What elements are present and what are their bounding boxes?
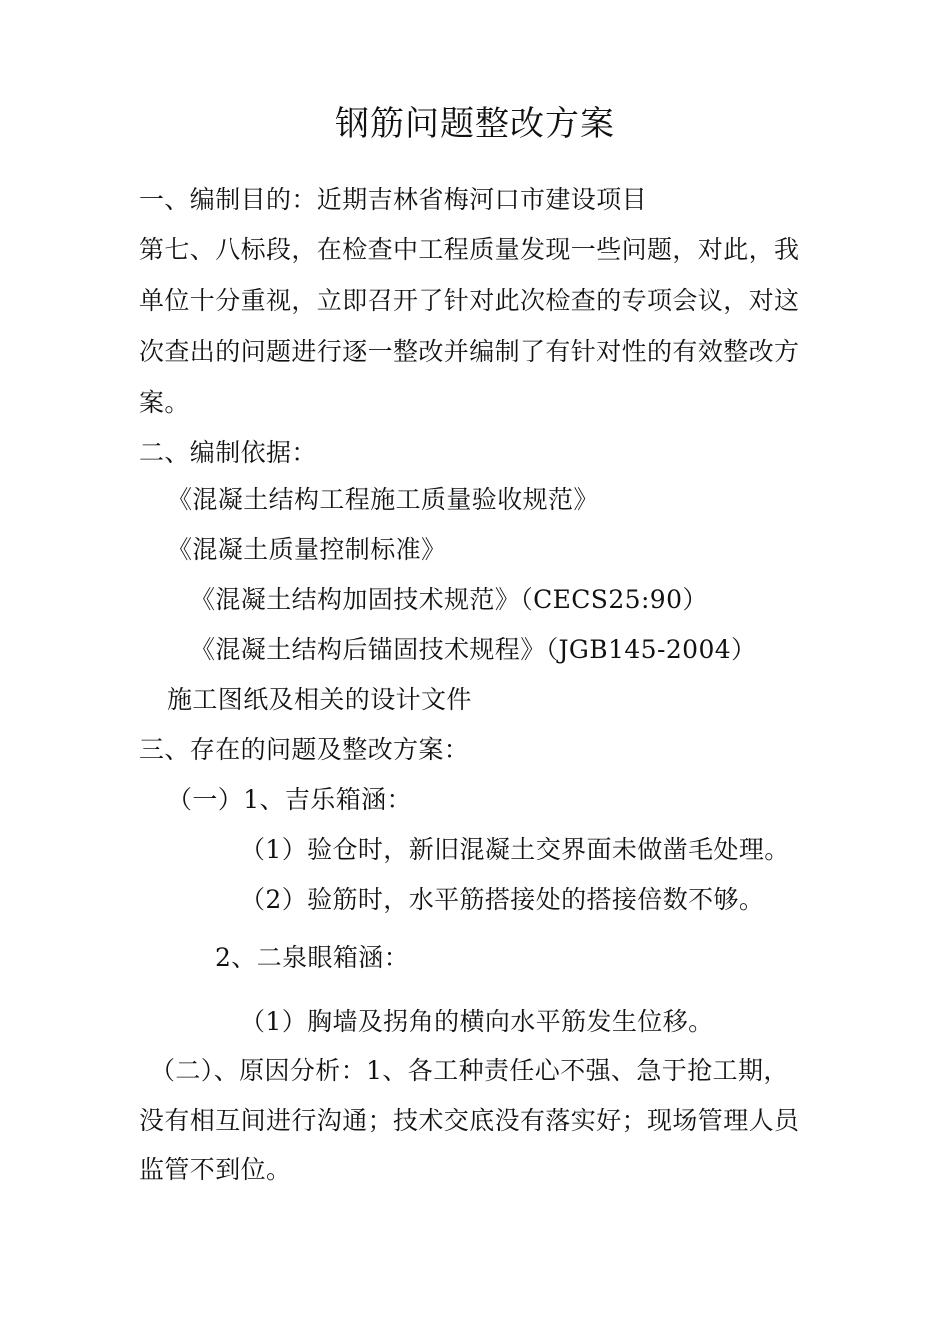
issue-item: （1）胸墙及拐角的横向水平筋发生位移。: [240, 1007, 714, 1036]
issues-heading: 三、存在的问题及整改方案：: [139, 735, 470, 764]
cause-analysis-line: （二）、原因分析：1、各工种责任心不强、急于抢工期，: [150, 1056, 789, 1085]
basis-heading: 二、编制依据：: [139, 438, 317, 467]
issue-subheading: （一）1、吉乐箱涵：: [167, 785, 412, 814]
reference-item: 施工图纸及相关的设计文件: [167, 685, 472, 714]
body-text-line: 第七、八标段，在检查中工程质量发现一些问题，对此，我: [139, 235, 800, 264]
purpose-heading-line: 一、编制目的：近期吉林省梅河口市建设项目: [139, 185, 648, 214]
body-text-line: 监管不到位。: [139, 1155, 292, 1184]
body-text-line: 案。: [139, 388, 190, 417]
reference-item: 《混凝土结构工程施工质量验收规范》: [167, 485, 599, 514]
issue-item: （2）验筋时，水平筋搭接处的搭接倍数不够。: [240, 885, 765, 914]
document-title: 钢筋问题整改方案: [335, 104, 615, 144]
body-text-line: 没有相互间进行沟通；技术交底没有落实好；现场管理人员: [139, 1106, 800, 1135]
body-text-line: 单位十分重视，立即召开了针对此次检查的专项会议，对这: [139, 286, 800, 315]
issue-item: （1）验仓时，新旧混凝土交界面未做凿毛处理。: [240, 835, 790, 864]
body-text-line: 次查出的问题进行逐一整改并编制了有针对性的有效整改方: [139, 337, 800, 366]
issue-subheading: 2、二泉眼箱涵：: [215, 943, 410, 972]
reference-item: 《混凝土结构加固技术规范》（CECS25:90）: [190, 585, 708, 614]
reference-item: 《混凝土结构后锚固技术规程》（JGB145-2004）: [190, 635, 757, 664]
reference-item: 《混凝土质量控制标准》: [167, 535, 447, 564]
